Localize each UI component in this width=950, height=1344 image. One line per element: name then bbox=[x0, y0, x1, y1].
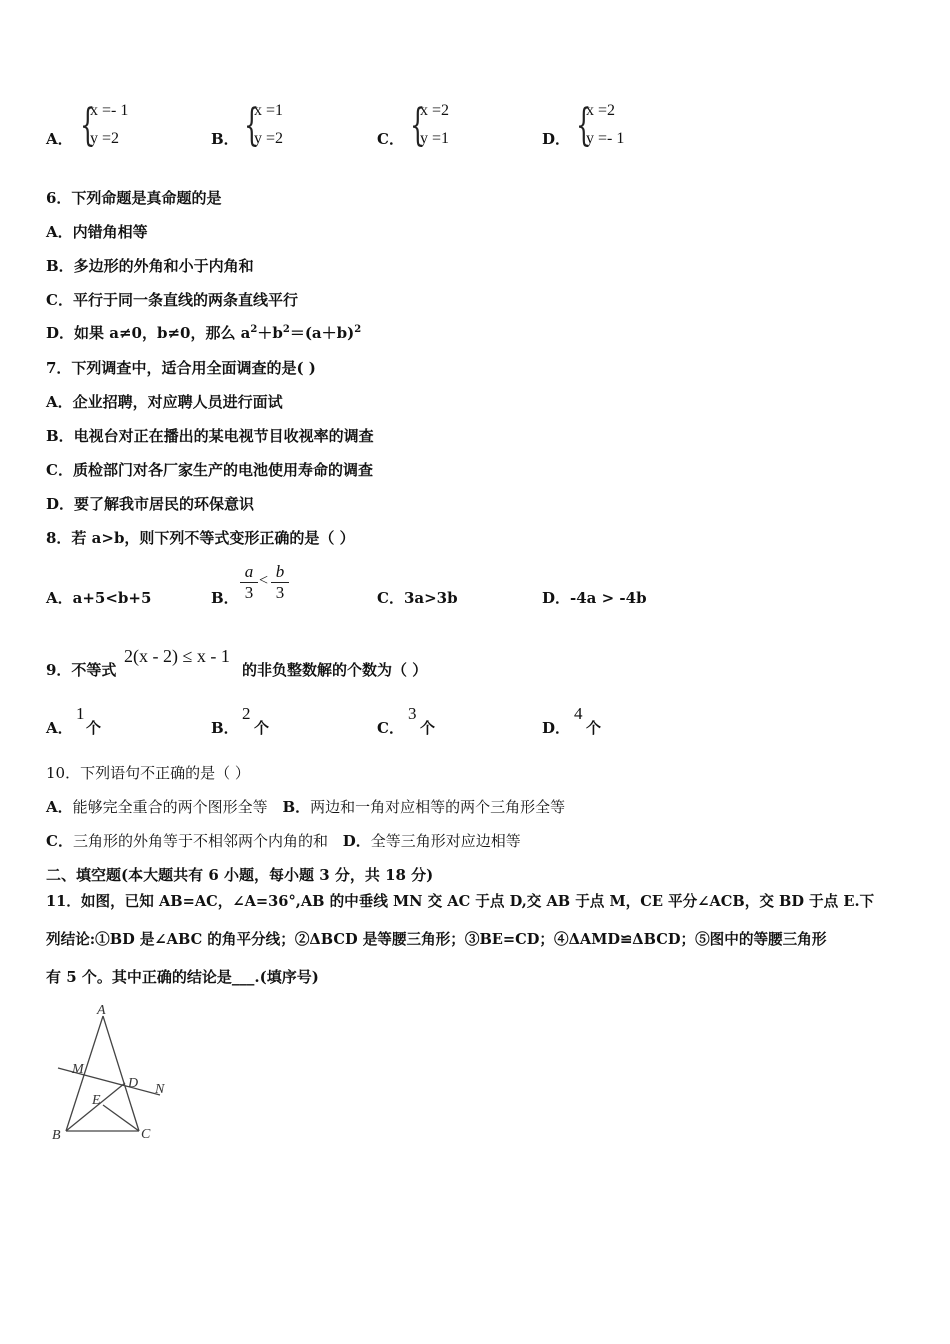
q6-option-c: C．平行于同一条直线的两条直线平行 bbox=[46, 291, 298, 309]
numerator: a bbox=[240, 562, 258, 583]
q10-row-2 bbox=[46, 830, 521, 851]
triangle-figure bbox=[40, 1000, 180, 1150]
q9-option-c-number: 3 bbox=[408, 704, 417, 723]
q9-option-b-unit: 个 bbox=[254, 719, 270, 737]
equation-line: x =2 bbox=[420, 102, 450, 119]
equation-line: x =- 1 bbox=[90, 102, 129, 119]
denominator: 3 bbox=[244, 583, 254, 602]
q5-option-a-system bbox=[80, 102, 160, 158]
q8-option-b-fraction-b bbox=[271, 562, 289, 603]
q11-line-3: 有 5 个。其中正确的结论是___.(填序号) bbox=[46, 968, 319, 986]
q7-option-a: A．企业招聘，对应聘人员进行面试 bbox=[46, 393, 283, 411]
q5-option-d-letter: D． bbox=[542, 130, 571, 148]
q6-option-d-text: D．如果 a≠0，b≠0，那么 a bbox=[46, 324, 251, 342]
q9-option-a-number: 1 bbox=[76, 704, 85, 723]
q7-option-d: D．要了解我市居民的环保意识 bbox=[46, 495, 255, 513]
q9-inequality: 2(x - 2) ≤ x - 1 bbox=[124, 646, 230, 666]
segment-ac bbox=[103, 1016, 139, 1131]
q10-option-d-text: 全等三角形对应边相等 bbox=[370, 832, 521, 850]
label-b: B bbox=[52, 1128, 61, 1143]
q8-option-d: D．-4a > -4b bbox=[542, 589, 647, 607]
q10-row-1 bbox=[46, 796, 565, 817]
brace-icon: { bbox=[410, 100, 426, 151]
label-m: M bbox=[72, 1062, 84, 1077]
brace-icon: { bbox=[244, 100, 260, 151]
q9-option-c-unit: 个 bbox=[420, 719, 436, 737]
q5-option-b-system bbox=[244, 102, 324, 158]
q10-option-c-letter: C． bbox=[46, 832, 73, 850]
q9-stem-post: 的非负整数解的个数为（ ） bbox=[242, 661, 428, 679]
denominator: 3 bbox=[275, 583, 285, 602]
exponent: 2 bbox=[282, 324, 290, 335]
less-than-sign: < bbox=[259, 572, 269, 589]
q10-option-a-text: 能够完全重合的两个图形全等 bbox=[72, 798, 268, 816]
q6-option-b: B．多边形的外角和小于内角和 bbox=[46, 257, 254, 275]
q7-option-b: B．电视台对正在播出的某电视节目收视率的调查 bbox=[46, 427, 374, 445]
q6-option-d bbox=[46, 322, 361, 343]
q7-option-c: C．质检部门对各厂家生产的电池使用寿命的调查 bbox=[46, 461, 373, 479]
q5-option-c-letter: C． bbox=[377, 130, 404, 148]
q10-stem: 10．下列语句不正确的是（ ） bbox=[46, 764, 250, 782]
q7-stem: 7．下列调查中，适合用全面调查的是( ) bbox=[46, 359, 316, 377]
q5-option-b-letter: B． bbox=[211, 130, 239, 148]
q9-option-b-letter: B． bbox=[211, 719, 239, 737]
q6-option-d-text: ＋b bbox=[257, 324, 283, 342]
q9-option-d-number: 4 bbox=[574, 704, 583, 723]
q6-option-d-text: ＝(a＋b) bbox=[289, 324, 355, 342]
q10-option-b-text: 两边和一角对应相等的两个三角形全等 bbox=[310, 798, 566, 816]
label-a: A bbox=[97, 1003, 106, 1018]
equation-line: y =- 1 bbox=[586, 130, 625, 147]
brace-icon: { bbox=[576, 100, 592, 151]
q10-option-b-letter: B． bbox=[282, 798, 311, 816]
q6-stem: 6．下列命题是真命题的是 bbox=[46, 189, 222, 207]
exponent: 2 bbox=[250, 324, 258, 335]
q5-option-c-system bbox=[410, 102, 490, 158]
q10-option-d-letter: D． bbox=[342, 832, 371, 850]
q9-option-b-number: 2 bbox=[242, 704, 251, 723]
q6-option-a: A．内错角相等 bbox=[46, 223, 148, 241]
equation-line: y =2 bbox=[90, 130, 120, 147]
q10-option-c-text: 三角形的外角等于不相邻两个内角的和 bbox=[72, 832, 328, 850]
label-e: E bbox=[92, 1093, 101, 1108]
q10-option-a-letter: A． bbox=[46, 798, 73, 816]
numerator: b bbox=[271, 562, 289, 583]
q9-option-c-letter: C． bbox=[377, 719, 404, 737]
q8-option-a: A．a+5<b+5 bbox=[46, 589, 152, 607]
q9-stem-pre: 9．不等式 bbox=[46, 661, 117, 679]
q11-line-1: 11．如图，已知 AB=AC，∠A=36°,AB 的中垂线 MN 交 AC 于点 D,交 AB 于点 M，CE 平分∠ACB，交 BD 于点 E.下 bbox=[46, 893, 875, 910]
q9-option-d-unit: 个 bbox=[586, 719, 602, 737]
q9-option-a-letter: A． bbox=[46, 719, 73, 737]
label-c: C bbox=[141, 1127, 151, 1142]
section-2-title: 二、填空题(本大题共有 6 小题，每小题 3 分，共 18 分) bbox=[46, 866, 434, 884]
label-d: D bbox=[128, 1076, 139, 1091]
brace-icon: { bbox=[80, 100, 96, 151]
equation-line: y =2 bbox=[254, 130, 284, 147]
equation-line: x =2 bbox=[586, 102, 616, 119]
q5-option-d-system bbox=[576, 102, 666, 158]
q8-option-b-fraction-a bbox=[240, 562, 258, 603]
q8-option-b-letter: B． bbox=[211, 589, 239, 607]
equation-line: x =1 bbox=[254, 102, 284, 119]
exponent: 2 bbox=[354, 324, 362, 335]
q11-line-2: 列结论:①BD 是∠ABC 的角平分线；②ΔBCD 是等腰三角形；③BE=CD；④ΔAMD≌ΔBCD；⑤图中的等腰三角形 bbox=[46, 931, 827, 948]
q9-option-d-letter: D． bbox=[542, 719, 571, 737]
q8-option-c: C．3a>3b bbox=[377, 589, 458, 607]
q5-option-a-letter: A． bbox=[46, 130, 73, 148]
q9-option-a-unit: 个 bbox=[86, 719, 102, 737]
segment-ce bbox=[103, 1105, 139, 1131]
equation-line: y =1 bbox=[420, 130, 450, 147]
q8-stem: 8．若 a>b，则下列不等式变形正确的是（ ） bbox=[46, 529, 355, 547]
label-n: N bbox=[155, 1082, 165, 1097]
